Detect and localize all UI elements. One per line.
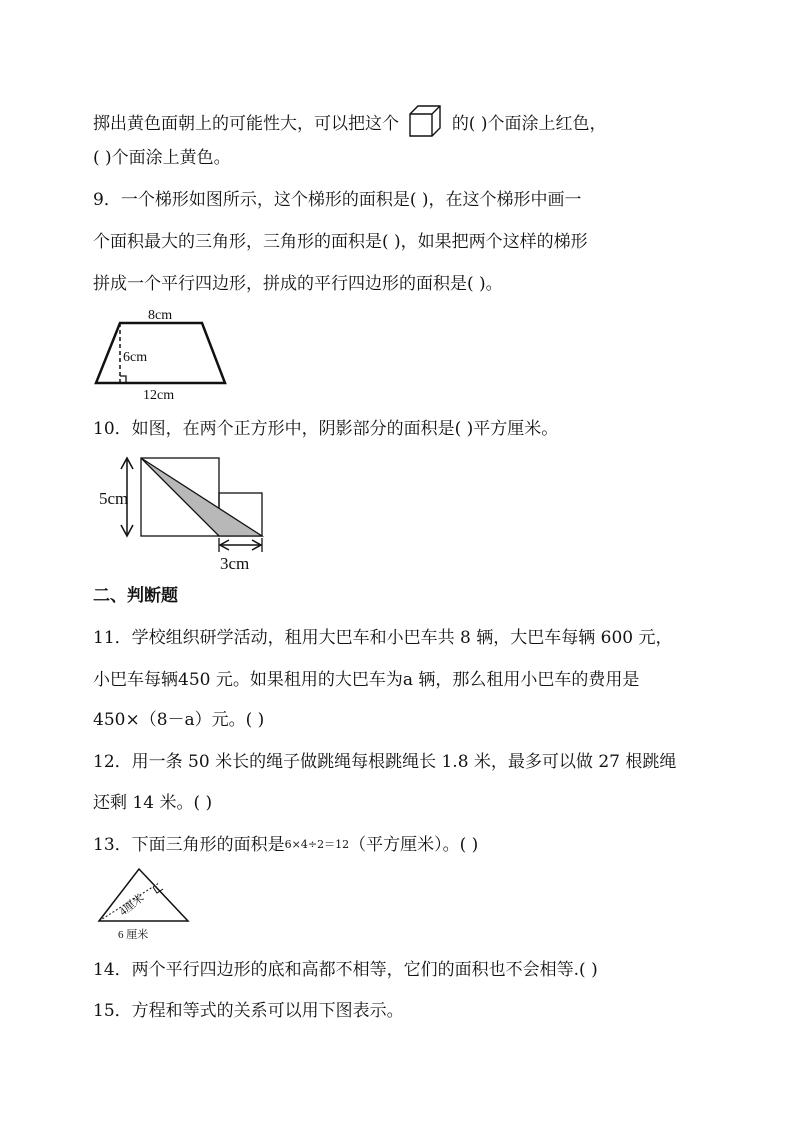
small-side-label: 3cm [220,554,250,573]
q12-line2: 还剩 14 米。( ) [93,793,213,813]
big-side-label: 5cm [99,489,129,508]
trapezoid-shape [96,323,225,383]
q8-line1 [93,104,606,138]
triangle-base-label: 6 厘米 [118,929,149,941]
q13-text-a: 13．下面三角形的面积是 [93,835,285,855]
triangle-figure [96,864,196,942]
q8-line1-text-a: 掷出黄色面朝上的可能性大，可以把这个 [93,114,399,134]
q9-line3: 拼成一个平行四边形，拼成的平行四边形的面积是( )。 [93,274,503,294]
trapezoid-bottom-label: 12cm [143,388,175,402]
q8-line2: ( )个面涂上黄色。 [93,148,231,168]
triangle-shape [99,869,188,921]
q11-line3: 450×（8－a）元。( ) [93,710,265,730]
section-title: 二、判断题 [93,586,178,606]
trapezoid-height-label: 6cm [123,350,148,365]
q11-line1: 11．学校组织研学活动，租用大巴车和小巴车共 8 辆，大巴车每辆 600 元， [93,628,673,648]
q15-line1: 15．方程和等式的关系可以用下图表示。 [93,1001,404,1021]
q14-line1: 14．两个平行四边形的底和高都不相等，它们的面积也不会相等.( ) [93,960,598,980]
cube-icon [408,104,442,138]
q11-line2: 小巴车每辆450 元。如果租用的大巴车为a 辆，那么租用小巴车的费用是 [93,670,640,690]
squares-figure [96,452,276,574]
q8-line1-text-b: 的( )个面涂上红色， [451,114,607,134]
shaded-triangle [141,458,262,536]
trapezoid-top-label: 8cm [148,308,173,323]
triangle-side-label: 4厘米 [117,891,147,919]
q13-line1 [93,833,478,857]
q10-line1: 10．如图，在两个正方形中，阴影部分的面积是( )平方厘米。 [93,419,559,439]
q9-line2: 个面积最大的三角形，三角形的面积是( )，如果把两个这样的梯形 [93,232,588,252]
q13-formula: 6×4÷2＝12 [284,838,350,851]
q13-text-b: （平方厘米）。( ) [349,835,479,855]
q12-line1: 12．用一条 50 米长的绳子做跳绳每根跳绳长 1.8 米，最多可以做 27 根跳绳 [93,752,677,772]
trapezoid-figure [88,302,238,402]
q9-line1: 9．一个梯形如图所示，这个梯形的面积是( )，在这个梯形中画一 [93,190,582,210]
